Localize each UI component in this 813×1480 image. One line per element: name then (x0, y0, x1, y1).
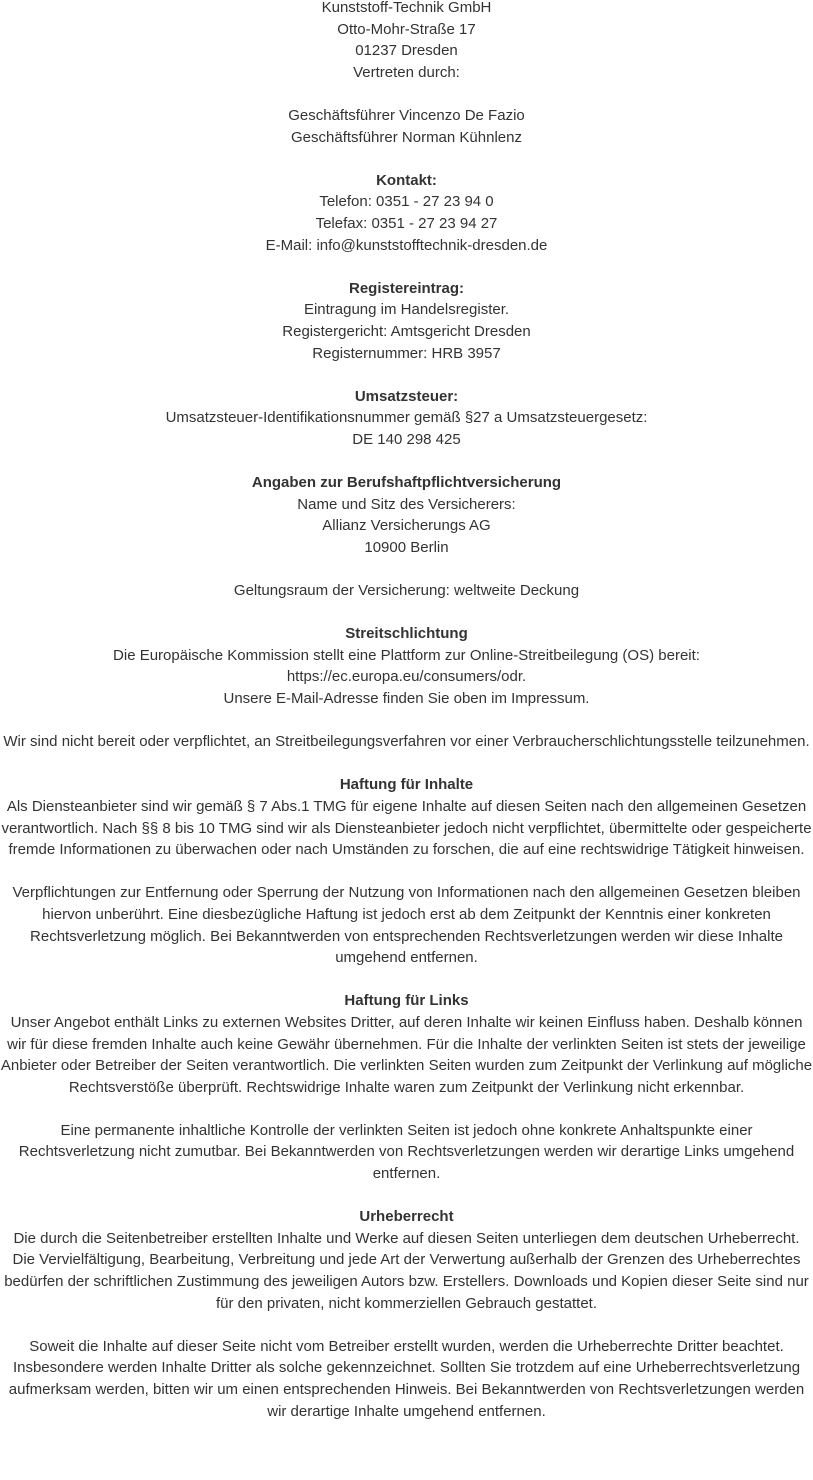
register-line-1: Eintragung im Handelsregister. (303, 301, 510, 319)
insurance-heading: Angaben zur Berufshaftpflichtversicherung (251, 474, 562, 492)
represented-by-label: Vertreten durch: (353, 63, 460, 81)
dispute-odr-link[interactable]: https://ec.europa.eu/consumers/odr. (286, 668, 527, 686)
vat-heading: Umsatzsteuer: (354, 387, 459, 405)
register-line-2: Registergericht: Amtsgericht Dresden (282, 322, 531, 340)
dispute-line-1: Die Europäische Kommission stellt eine Plattform zur Online-Streitbeilegung (OS) bereit: (113, 646, 700, 664)
company-city: 01237 Dresden (355, 42, 458, 60)
insurance-scope: Geltungsraum der Versicherung: weltweite Deckung (233, 582, 580, 600)
register-heading: Registereintrag: (348, 279, 465, 297)
contact-fax: Telefax: 0351 - 27 23 94 27 (315, 214, 498, 232)
dispute-heading: Streitschlichtung (345, 625, 468, 643)
insurance-line-2: Allianz Versicherungs AG (322, 517, 491, 535)
company-name: Kunststoff-Technik GmbH (321, 0, 492, 16)
copyright-paragraph-1: Die durch die Seitenbetreiber erstellten Inhalte und Werke auf diesen Seiten unterliegen dem deutschen Urheberrecht. Die Vervielfältigung, Bearbeitung, Verbreitung und jede Art der Verwertung außerhalb der Grenzen des Urheberrechtes bedürfen der schriftlichen Zustimmung des jeweiligen Autors bzw. Erstellers. Downloads und Kopien dieser Seite sind nur für den privaten, nicht kommerziellen Gebrauch gestattet. (4, 1229, 809, 1312)
spacer (0, 861, 813, 883)
contact-heading: Kontakt: (376, 171, 437, 189)
vat-line-1: Umsatzsteuer-Identifikationsnummer gemäß §27 a Umsatzsteuergesetz: (165, 409, 648, 427)
liability-content-paragraph-1: Als Diensteanbieter sind wir gemäß § 7 Abs.1 TMG für eigene Inhalte auf diesen Seiten nach den allgemeinen Gesetzen verantwortlich. Nach §§ 8 bis 10 TMG sind wir als Diensteanbieter jedoch nicht verpflichtet, übermittelte oder gespeicherte fremde Informationen zu überwachen oder nach Umständen zu forschen, die auf eine rechtswidrige Tätigkeit hinweisen. (1, 797, 812, 859)
contact-email: E-Mail: info@kunststofftechnik-dresden.de (265, 236, 548, 254)
copyright-heading: Urheberrecht (359, 1208, 454, 1226)
liability-links-paragraph-1: Unser Angebot enthält Links zu externen Websites Dritter, auf deren Inhalte wir keinen Einfluss haben. Deshalb können wir für diese fremden Inhalte auch keine Gewähr übernehmen. Für die Inhalte der verlinkten Seiten ist stets der jeweilige Anbieter oder Betreiber der Seiten verantwortlich. Die verlinkten Seiten wurden zum Zeitpunkt der Verlinkung auf mögliche Rechtsverstöße überprüft. Rechtswidrige Inhalte waren zum Zeitpunkt der Verlinkung nicht erkennbar. (0, 1013, 813, 1096)
contact-phone: Telefon: 0351 - 27 23 94 0 (319, 193, 494, 211)
director-2: Geschäftsführer Norman Kühnlenz (291, 128, 522, 146)
spacer (0, 1185, 813, 1207)
liability-links-paragraph-2: Eine permanente inhaltliche Kontrolle der verlinkten Seiten ist jedoch ohne konkrete Anhaltspunkte einer Rechtsverletzung nicht zumutbar. Bei Bekanntwerden von Rechtsverletzungen werden wir derartige Links umgehend entfernen. (18, 1121, 795, 1183)
spacer (0, 450, 813, 472)
spacer (0, 1098, 813, 1120)
spacer (0, 602, 813, 624)
spacer (0, 753, 813, 775)
company-street: Otto-Mohr-Straße 17 (337, 20, 476, 38)
copyright-paragraph-2: Soweit die Inhalte auf dieser Seite nicht vom Betreiber erstellt wurden, werden die Urheberrechte Dritter beachtet. Insbesondere werden Inhalte Dritter als solche gekennzeichnet. Sollten Sie trotzdem auf eine Urheberrechtsverletzung aufmerksam werden, bitten wir um einen entsprechenden Hinweis. Bei Bekanntwerden von Rechtsverletzungen werden wir derartige Inhalte umgehend entfernen. (8, 1337, 805, 1420)
dispute-paragraph: Wir sind nicht bereit oder verpflichtet, an Streitbeilegungsverfahren vor einer Verbraucherschlichtungsstelle teilzunehmen. (3, 733, 810, 751)
liability-content-heading: Haftung für Inhalte (339, 776, 474, 794)
vat-line-2: DE 140 298 425 (352, 430, 461, 448)
spacer (0, 83, 813, 105)
insurance-line-1: Name und Sitz des Versicherers: (297, 495, 516, 513)
liability-content-paragraph-2: Verpflichtungen zur Entfernung oder Sperrung der Nutzung von Informationen nach den allgemeinen Gesetzen bleiben hiervon unberührt. Eine diesbezügliche Haftung ist jedoch erst ab dem Zeitpunkt der Kenntnis einer konkreten Rechtsverletzung möglich. Bei Bekanntwerden von entsprechenden Rechtsverletzungen werden wir diese Inhalte umgehend entfernen. (12, 884, 801, 967)
spacer (0, 1314, 813, 1336)
spacer (0, 558, 813, 580)
spacer (0, 148, 813, 170)
spacer (0, 256, 813, 278)
dispute-line-3: Unsere E-Mail-Adresse finden Sie oben im Impressum. (223, 690, 590, 707)
spacer (0, 364, 813, 386)
spacer (0, 969, 813, 991)
spacer (0, 710, 813, 732)
insurance-line-3: 10900 Berlin (364, 538, 449, 556)
director-1: Geschäftsführer Vincenzo De Fazio (288, 106, 525, 124)
liability-links-heading: Haftung für Links (344, 992, 469, 1010)
register-line-3: Registernummer: HRB 3957 (312, 344, 501, 362)
